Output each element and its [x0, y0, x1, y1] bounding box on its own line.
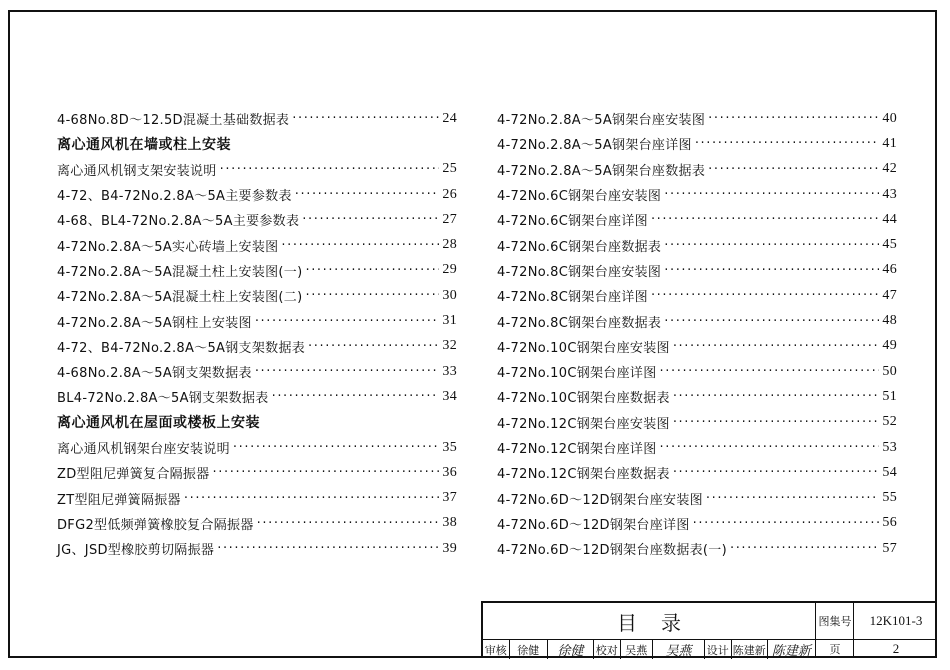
toc-entry-title: 4-72No.2.8A～5A混凝土柱上安装图(二) — [57, 290, 303, 306]
dot-leader — [184, 491, 440, 506]
toc-entry-page: 38 — [442, 515, 457, 531]
toc-entry-page: 33 — [442, 363, 457, 379]
toc-entry-title: 4-72No.2.8A～5A钢架台座详图 — [497, 138, 692, 154]
dot-leader — [233, 440, 439, 455]
toc-entry-page: 52 — [882, 414, 897, 430]
toc-entry[interactable] — [497, 258, 897, 283]
toc-entry-title: 4-72No.2.8A～5A钢柱上安装图 — [57, 315, 252, 331]
designer-name: 陈建新 — [732, 640, 768, 659]
toc-entry-page: 45 — [882, 237, 897, 253]
toc-entry-page: 31 — [442, 313, 457, 329]
toc-entry-title: 4-72、B4-72No.2.8A～5A主要参数表 — [57, 189, 292, 205]
dot-leader — [664, 314, 879, 329]
dot-leader — [302, 212, 439, 227]
atlas-number-label: 图集号 — [818, 615, 852, 628]
toc-entry-page: 34 — [442, 388, 457, 404]
dot-leader — [305, 288, 439, 303]
toc-entry[interactable] — [497, 485, 897, 510]
toc-entry[interactable] — [497, 232, 897, 257]
toc-right-column — [497, 106, 897, 561]
toc-entry-page: 40 — [882, 110, 897, 126]
dot-leader — [695, 136, 880, 151]
check-label: 校对 — [594, 640, 621, 659]
toc-entry-page: 57 — [882, 540, 897, 556]
dot-leader — [281, 238, 439, 253]
reviewer-name: 徐健 — [510, 640, 548, 659]
toc-entry[interactable] — [497, 283, 897, 308]
dot-leader — [693, 516, 880, 531]
page-number: 2 — [892, 641, 900, 656]
toc-entry-page: 28 — [442, 237, 457, 253]
toc-entry-page: 53 — [882, 439, 897, 455]
toc-entry-title: 4-72No.10C钢架台座详图 — [497, 366, 657, 382]
toc-entry-page: 46 — [882, 262, 897, 278]
toc-entry-title: 4-68No.2.8A～5A钢支架数据表 — [57, 366, 252, 382]
toc-entry-page: 32 — [442, 338, 457, 354]
toc-entry-page: 51 — [882, 388, 897, 404]
toc-entry[interactable] — [57, 460, 457, 485]
toc-entry[interactable] — [57, 232, 457, 257]
toc-entry-page: 39 — [442, 540, 457, 556]
toc-entry[interactable] — [57, 182, 457, 207]
toc-entry[interactable] — [57, 283, 457, 308]
toc-entry-page: 42 — [882, 161, 897, 177]
toc-entry[interactable] — [57, 207, 457, 232]
dot-leader — [708, 111, 879, 126]
toc-entry-title: 4-72No.2.8A～5A钢架台座数据表 — [497, 163, 706, 179]
toc-entry-page: 55 — [882, 490, 897, 506]
toc-entry-page: 54 — [882, 464, 897, 480]
toc-entry-page: 29 — [442, 262, 457, 278]
toc-entry-title: 4-72No.8C钢架台座数据表 — [497, 315, 662, 331]
toc-entry-title: 4-72No.10C钢架台座安装图 — [497, 340, 670, 356]
section-heading: 离心通风机在墙或柱上安装 — [57, 136, 231, 153]
toc-entry-page: 26 — [442, 186, 457, 202]
toc-entry-title: 离心通风机钢架台座安装说明 — [57, 442, 230, 457]
toc-entry-title: BL4-72No.2.8A～5A钢支架数据表 — [57, 391, 269, 407]
toc-entry-title: ZT型阻尼弹簧隔振器 — [57, 492, 181, 508]
dot-leader — [706, 491, 879, 506]
dot-leader — [708, 162, 879, 177]
toc-entry[interactable] — [497, 131, 897, 156]
review-label: 审核 — [483, 640, 510, 659]
toc-entry[interactable] — [57, 511, 457, 536]
toc-entry-title: 4-72No.6C钢架台座安装图 — [497, 189, 662, 205]
toc-entry-page: 24 — [442, 110, 457, 126]
toc-entry[interactable] — [57, 106, 457, 131]
toc-entry-page: 35 — [442, 439, 457, 455]
toc-entry-page: 56 — [882, 515, 897, 531]
toc-entry-page: 36 — [442, 464, 457, 480]
toc-entry-title: 4-72No.6D～12D钢架台座详图 — [497, 517, 690, 533]
atlas-number: 12K101-3 — [869, 613, 923, 628]
dot-leader — [730, 541, 879, 556]
toc-entry-title: 4-68、BL4-72No.2.8A～5A主要参数表 — [57, 214, 300, 230]
dot-leader — [255, 364, 440, 379]
toc-entry[interactable] — [497, 536, 897, 561]
toc-entry[interactable] — [497, 435, 897, 460]
toc-entry-title: DFG2型低频弹簧橡胶复合隔振器 — [57, 517, 254, 533]
dot-leader — [257, 516, 440, 531]
toc-entry-page: 37 — [442, 490, 457, 506]
toc-entry-title: 离心通风机钢支架安装说明 — [57, 163, 217, 179]
toc-entry-title: 4-72No.12C钢架台座数据表 — [497, 467, 670, 483]
dot-leader — [664, 187, 879, 202]
section-heading: 离心通风机在屋面或楼板上安装 — [57, 415, 260, 432]
toc-entry-title: 4-72No.8C钢架台座详图 — [497, 290, 648, 306]
toc-entry-title: 4-72No.6C钢架台座数据表 — [497, 239, 662, 255]
dot-leader — [220, 162, 440, 177]
toc-entry-title: 4-72No.10C钢架台座数据表 — [497, 391, 670, 407]
toc-entry[interactable] — [497, 460, 897, 485]
toc-entry-title: ZD型阻尼弹簧复合隔振器 — [57, 467, 210, 483]
dot-leader — [673, 415, 880, 430]
page-label: 页 — [829, 643, 841, 656]
toc-entry[interactable] — [57, 308, 457, 333]
title-block-divider — [853, 603, 854, 658]
dot-leader — [213, 465, 440, 480]
toc-entry[interactable] — [497, 359, 897, 384]
dot-leader — [664, 238, 879, 253]
toc-entry-title: 4-72No.12C钢架台座详图 — [497, 442, 657, 457]
toc-entry-page: 50 — [882, 363, 897, 379]
designer-signature: 陈建新 — [771, 644, 811, 659]
toc-entry[interactable] — [497, 308, 897, 333]
toc-entry-title: 4-72No.6C钢架台座详图 — [497, 214, 648, 230]
toc-entry[interactable] — [497, 511, 897, 536]
toc-entry[interactable] — [57, 485, 457, 510]
toc-entry-page: 48 — [882, 313, 897, 329]
dot-leader — [673, 339, 880, 354]
dot-leader — [660, 364, 880, 379]
dot-leader — [292, 111, 439, 126]
toc-entry-title: 4-68No.8D～12.5D混凝土基础数据表 — [57, 113, 290, 129]
design-label: 设计 — [705, 640, 732, 659]
toc-entry[interactable] — [57, 536, 457, 561]
toc-entry-title: 4-72No.6D～12D钢架台座安装图 — [497, 492, 703, 508]
toc-entry[interactable] — [57, 359, 457, 384]
toc-entry-title: 4-72、B4-72No.2.8A～5A钢支架数据表 — [57, 340, 306, 356]
reviewer-signature: 徐健 — [548, 640, 594, 659]
toc-entry[interactable] — [57, 435, 457, 460]
toc-entry[interactable] — [497, 384, 897, 409]
toc-entry-page: 49 — [882, 338, 897, 354]
toc-entry[interactable] — [57, 384, 457, 409]
dot-leader — [272, 389, 440, 404]
dot-leader — [255, 314, 440, 329]
toc-entry-page: 27 — [442, 211, 457, 227]
dot-leader — [217, 541, 439, 556]
dot-leader — [308, 339, 439, 354]
toc-entry-title: 4-72No.8C钢架台座安装图 — [497, 264, 662, 280]
dot-leader — [651, 288, 879, 303]
toc-entry-title: JG、JSD型橡胶剪切隔振器 — [57, 543, 215, 559]
toc-entry-page: 30 — [442, 287, 457, 303]
toc-entry-page: 43 — [882, 186, 897, 202]
title-block-divider — [815, 603, 816, 658]
toc-entry-title: 4-72No.12C钢架台座安装图 — [497, 416, 670, 432]
toc-entry[interactable] — [497, 182, 897, 207]
toc-entry[interactable] — [497, 157, 897, 182]
dot-leader — [651, 212, 879, 227]
toc-entry[interactable] — [497, 334, 897, 359]
checker-name: 吴燕 — [621, 640, 653, 659]
dot-leader — [660, 440, 880, 455]
toc-entry[interactable] — [57, 334, 457, 359]
dot-leader — [664, 263, 879, 278]
title-block — [481, 601, 937, 658]
toc-entry-title: 4-72No.6D～12D钢架台座数据表(一) — [497, 543, 727, 559]
toc-entry-page: 47 — [882, 287, 897, 303]
toc-entry-title: 4-72No.2.8A～5A钢架台座安装图 — [497, 113, 706, 129]
toc-entry-page: 44 — [882, 211, 897, 227]
dot-leader — [673, 465, 880, 480]
toc-entry-title: 4-72No.2.8A～5A实心砖墙上安装图 — [57, 239, 279, 255]
toc-entry[interactable] — [57, 157, 457, 182]
dot-leader — [673, 389, 880, 404]
document-title: 目录 — [617, 610, 705, 635]
toc-entry[interactable] — [497, 410, 897, 435]
toc-entry-page: 41 — [882, 135, 897, 151]
checker-signature: 吴燕 — [653, 640, 705, 659]
signature-row — [483, 639, 815, 659]
toc-entry[interactable] — [497, 106, 897, 131]
toc-entry-page: 25 — [442, 161, 457, 177]
toc-entry[interactable] — [497, 207, 897, 232]
toc-left-column — [57, 106, 457, 561]
dot-leader — [295, 187, 440, 202]
toc-entry-title: 4-72No.2.8A～5A混凝土柱上安装图(一) — [57, 264, 303, 280]
toc-entry[interactable] — [57, 258, 457, 283]
dot-leader — [305, 263, 439, 278]
